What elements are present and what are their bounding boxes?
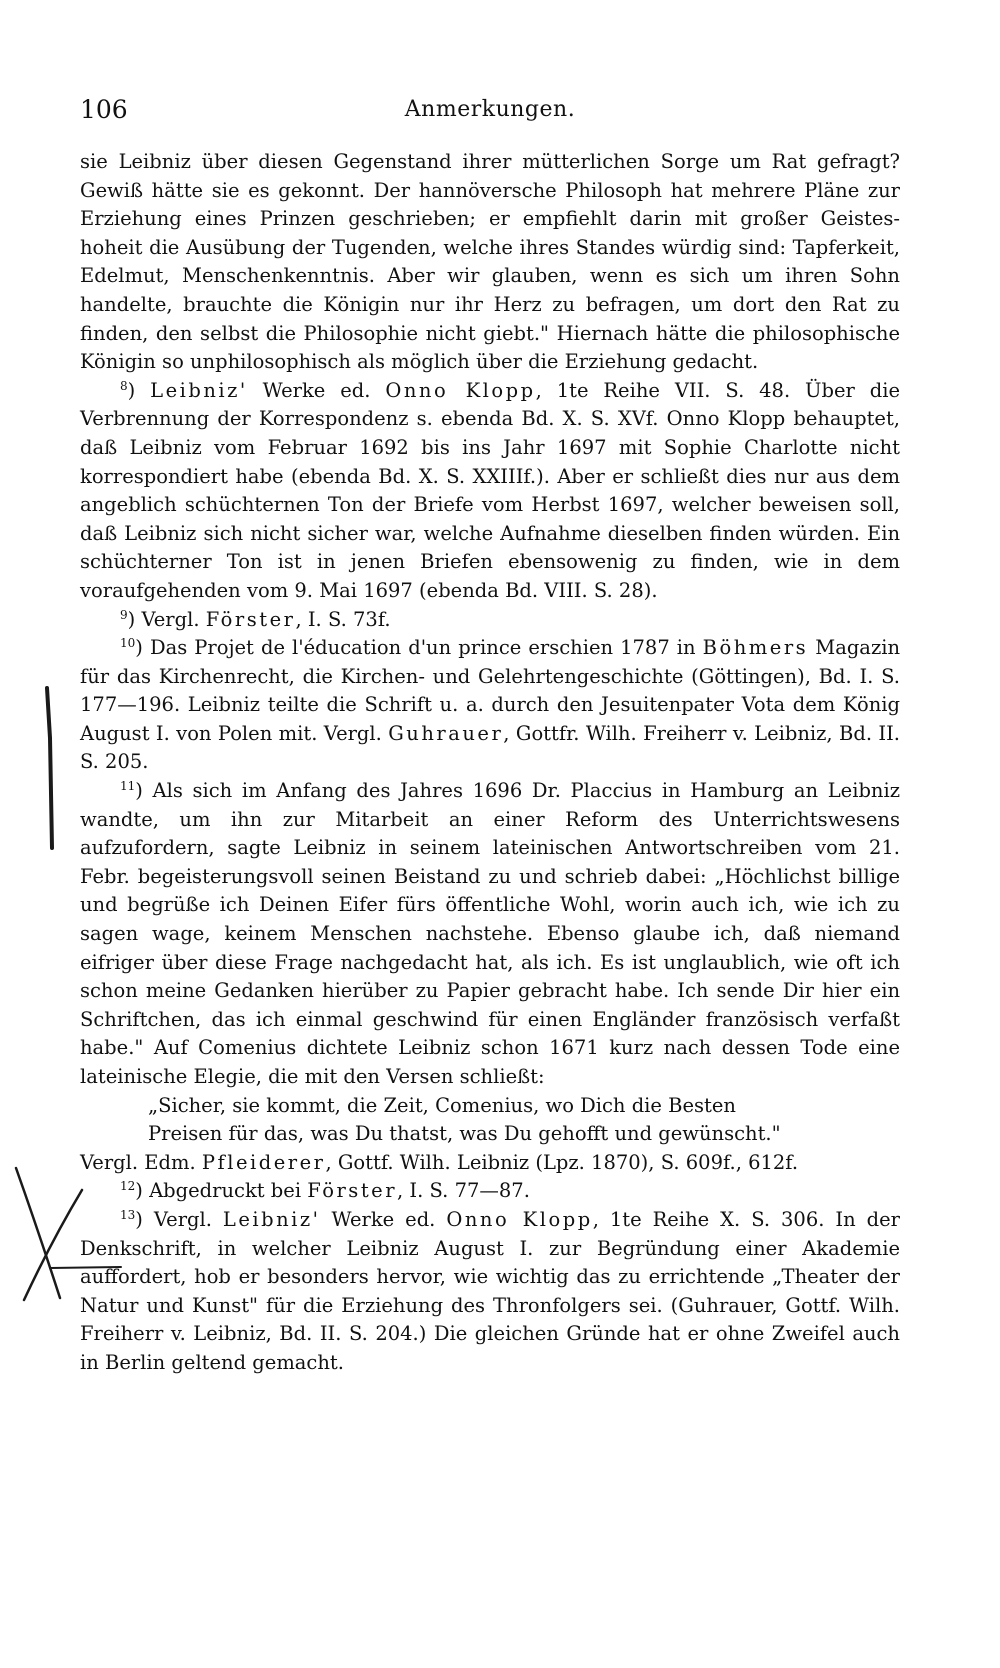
body-text: [80, 148, 900, 1378]
footnote-text: ) Abgedruckt bei: [135, 1179, 308, 1203]
page-header: [80, 95, 900, 135]
author-name: Leibniz': [222, 1207, 321, 1231]
footnote-8: [80, 377, 900, 606]
editor-name: Onno Klopp: [446, 1207, 593, 1231]
footnote-marker: 8: [120, 378, 128, 393]
footnote-marker: 10: [120, 636, 136, 651]
footnote-10: [80, 634, 900, 777]
footnote-text: Vergl. Edm.: [80, 1150, 202, 1174]
footnote-9: [80, 606, 900, 635]
verse-text: Preisen für das, was Du thatst, was Du gehofft und gewünscht.": [148, 1122, 781, 1146]
page-number: 106: [80, 95, 128, 124]
footnote-13: [80, 1206, 900, 1378]
footnote-reference: [80, 1149, 900, 1178]
footnote-text: ) Vergl.: [135, 1207, 223, 1231]
footnote-text: ): [127, 378, 151, 402]
author-name: Leibniz': [150, 378, 248, 402]
footnote-text: , I. S. 73f.: [295, 607, 391, 631]
verse-line: [80, 1120, 900, 1149]
footnote-text: ) Als sich im Anfang des Jahres 1696 Dr. Placcius in Hamburg an Leibniz wandte, um ihn zur Mitarbeit an einer Reform des Unterrichtswesens aufzufordern, sagte Leibniz in seinem lateinischen Antwortschreiben vom 21. Febr. begeisterungsvoll seinen Beistand zu und schrieb dabei: „Höchlichst billige und begrüße ich Deinen Eifer fürs öffentliche Wohl, worin auch ich, wie ich zu sagen wage, keinem Menschen nachstehe. Ebenso glaube ich, daß niemand eifriger über diese Frage nachgedacht hat, als ich. Es ist unglaublich, wie oft ich schon meine Gedanken hierüber zu Papier gebracht habe. Ich sende Dir hier ein Schriftchen, das ich einmal geschwind für einen Engländer französisch verfaßt habe." Auf Comenius dichtete Leibniz schon 1671 kurz nach dessen Tode eine lateinische Elegie, die mit den Versen schließt:: [80, 779, 900, 1088]
margin-vertical-line-mark: [47, 688, 52, 848]
margin-cross-mark-stroke-b: [24, 1190, 82, 1300]
footnote-text: , 1te Reihe X. S. 306. In der Denkschrift, in welcher Leibniz August I. zur Begründung einer Akademie auffordert, hob er besonders hervor, wie wichtig das zu errichtende „Theater der Natur und Kunst" für die Erziehung des Thronfolgers sei. (Guhrauer, Gottf. Wilh. Freiherr v. Leibniz, Bd. II. S. 204.) Die gleichen Gründe hat er ohne Zweifel auch in Berlin geltend gemacht.: [80, 1207, 900, 1374]
footnote-12: [80, 1177, 900, 1206]
footnote-text: , Gottfr. Wilh. Freiherr v. Leibniz, Bd. II. S. 205.: [80, 721, 900, 774]
paragraph-continuation: [80, 148, 900, 377]
author-name: Förster: [307, 1179, 398, 1203]
footnote-marker: 12: [120, 1179, 136, 1194]
footnote-marker: 11: [120, 779, 136, 794]
author-name: Böhmers: [702, 636, 809, 660]
author-name: Förster: [205, 607, 296, 631]
author-name: Pfleiderer: [201, 1150, 326, 1174]
verse-text: „Sicher, sie kommt, die Zeit, Comenius, wo Dich die Besten: [148, 1093, 736, 1117]
editor-name: Onno Klopp: [385, 378, 536, 402]
footnote-text: , I. S. 77—87.: [397, 1179, 530, 1203]
verse-line: [80, 1092, 900, 1121]
footnote-text: Magazin für das Kirchenrecht, die Kirchen- und Gelehrtengeschichte (Göttingen), Bd. I. S. 177—196. Leibniz teilte die Schrift u. a. durch den Jesuitenpater Vota dem König August I. von Polen mit. Vergl.: [80, 636, 901, 745]
footnote-text: ) Das Projet de l'éducation d'un prince erschien 1787 in: [135, 636, 703, 660]
footnote-11: [80, 777, 900, 1092]
footnote-text: , Gottf. Wilh. Leibniz (Lpz. 1870), S. 609f., 612f.: [325, 1150, 799, 1174]
footnote-text: Werke ed.: [247, 378, 386, 402]
paragraph-text: sie Leibniz über diesen Gegenstand ihrer mütterlichen Sorge um Rat gefragt? Gewiß hätte sie es gekonnt. Der hannöversche Philosoph hat mehrere Pläne zur Erziehung eines Prinzen geschrieben; er empfiehlt darin mit großer Geistes-hoheit die Ausübung der Tugenden, welche ihres Standes würdig sind: Tapferkeit, Edelmut, Menschenkenntnis. Aber wir glauben, wenn es sich um ihren Sohn handelte, brauchte die Königin nur ihr Herz zu befragen, um dort den Rat zu finden, den selbst die Philosophie nicht giebt." Hiernach hätte die philosophische Königin so unphilosophisch als möglich über die Erziehung gedacht.: [80, 150, 900, 374]
footnote-text: ) Vergl.: [127, 607, 206, 631]
footnote-marker: 13: [120, 1207, 136, 1222]
margin-cross-mark-stroke-a: [16, 1168, 60, 1298]
footnote-marker: 9: [120, 607, 128, 622]
footnote-text: , 1te Reihe VII. S. 48. Über die Verbrennung der Korrespondenz s. ebenda Bd. X. S. XVf. Onno Klopp behauptet, daß Leibniz vom Februar 1692 bis ins Jahr 1697 mit Sophie Charlotte nicht korrespondiert habe (ebenda Bd. X. S. XXIIIf.). Aber er schließt dies nur aus dem angeblich schüchternen Ton der Briefe vom Herbst 1697, welcher beweisen soll, daß Leibniz sich nicht sicher war, welche Aufnahme dieselben finden würden. Ein schüchterner Ton ist in jenen Briefen ebensowenig zu finden, wie in dem voraufgehenden vom 9. Mai 1697 (ebenda Bd. VIII. S. 28).: [80, 378, 900, 602]
author-name: Guhrauer: [388, 721, 504, 745]
footnote-text: Werke ed.: [320, 1207, 447, 1231]
running-title: Anmerkungen.: [404, 97, 576, 122]
